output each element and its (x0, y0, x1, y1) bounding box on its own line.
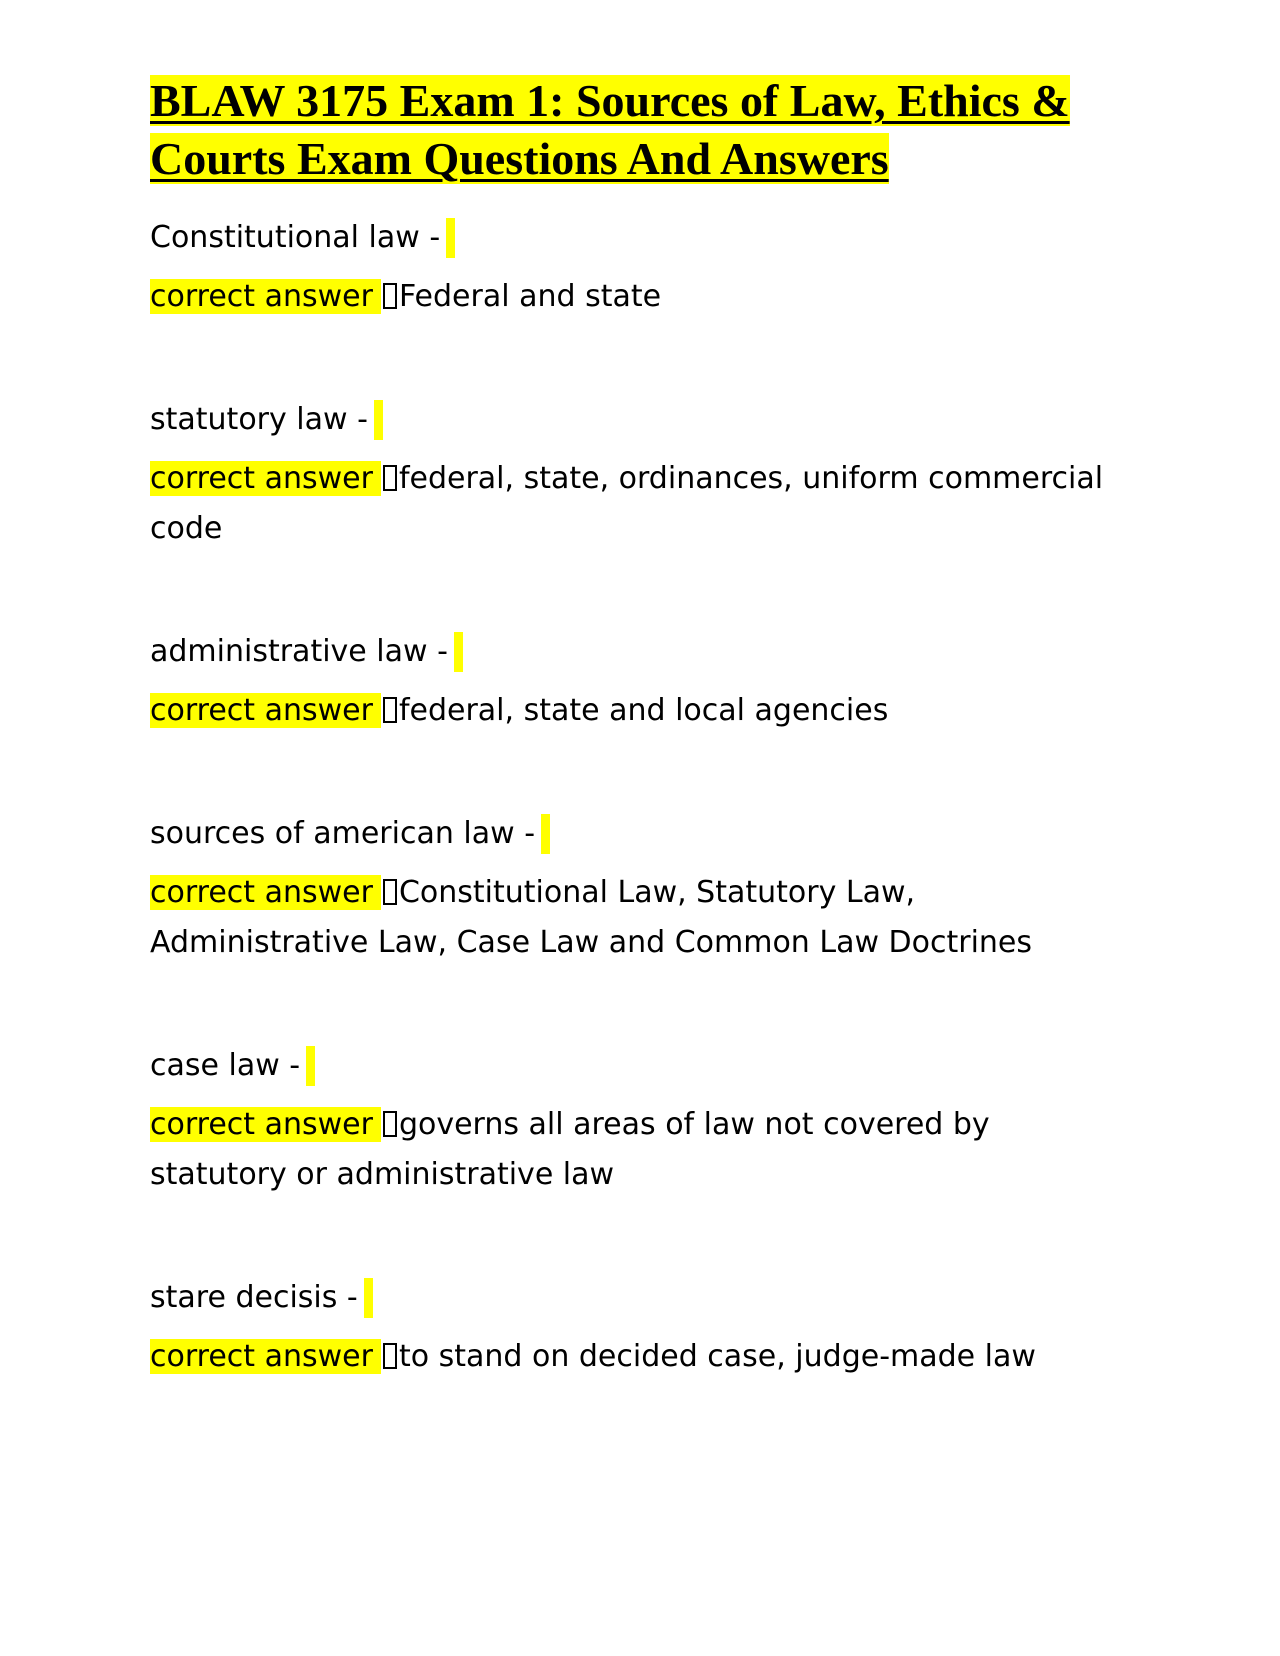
qa-item (150, 400, 1130, 632)
question-text: administrative law - (150, 634, 448, 669)
answer (150, 868, 1130, 968)
spacer (150, 322, 1130, 400)
answer (150, 686, 1130, 736)
question-text: sources of american law - (150, 816, 536, 851)
answer-text: federal, state and local agencies (398, 693, 889, 728)
answer-text: federal, state, ordinances, uniform commercial code (150, 461, 1104, 546)
highlight-mark (306, 1046, 315, 1086)
question-text: statutory law - (150, 402, 368, 437)
answer-label: correct answer (150, 461, 381, 496)
answer (150, 1100, 1130, 1200)
question-text: Constitutional law - (150, 220, 441, 255)
qa-item (150, 814, 1130, 1046)
missing-glyph-box-icon (383, 283, 397, 309)
qa-item (150, 1046, 1130, 1278)
spacer (150, 736, 1130, 814)
answer-label: correct answer (150, 1107, 381, 1142)
missing-glyph-box-icon (383, 465, 397, 491)
answer (150, 1332, 1130, 1382)
qa-list (150, 218, 1130, 1382)
missing-glyph-box-icon (383, 1343, 397, 1369)
document-page (150, 72, 1130, 1382)
spacer (150, 968, 1130, 1046)
answer (150, 454, 1130, 554)
qa-item (150, 1278, 1130, 1382)
spacer (150, 554, 1130, 632)
answer-text: to stand on decided case, judge-made law (398, 1339, 1036, 1374)
document-title-text: BLAW 3175 Exam 1: Sources of Law, Ethics & Courts Exam Questions And Answers (150, 75, 1070, 184)
spacer (150, 1200, 1130, 1278)
highlight-mark (364, 1278, 373, 1318)
question (150, 632, 1130, 672)
highlight-mark (541, 814, 550, 854)
question-text: case law - (150, 1048, 301, 1083)
question (150, 1046, 1130, 1086)
missing-glyph-box-icon (383, 879, 397, 905)
answer-label: correct answer (150, 875, 381, 910)
answer-text: governs all areas of law not covered by statutory or administrative law (150, 1107, 990, 1192)
highlight-mark (374, 400, 383, 440)
missing-glyph-box-icon (383, 697, 397, 723)
qa-item (150, 218, 1130, 400)
answer-label: correct answer (150, 693, 381, 728)
question (150, 814, 1130, 854)
question (150, 1278, 1130, 1318)
missing-glyph-box-icon (383, 1111, 397, 1137)
answer-label: correct answer (150, 1339, 381, 1374)
qa-item (150, 632, 1130, 814)
answer-text: Federal and state (398, 279, 662, 314)
highlight-mark (446, 218, 455, 258)
question-text: stare decisis - (150, 1280, 358, 1315)
question (150, 400, 1130, 440)
answer-text: Constitutional Law, Statutory Law, Administrative Law, Case Law and Common Law Doctrines (150, 875, 1033, 960)
question (150, 218, 1130, 258)
document-title (150, 72, 1130, 188)
highlight-mark (454, 632, 463, 672)
answer-label: correct answer (150, 279, 381, 314)
answer (150, 272, 1130, 322)
